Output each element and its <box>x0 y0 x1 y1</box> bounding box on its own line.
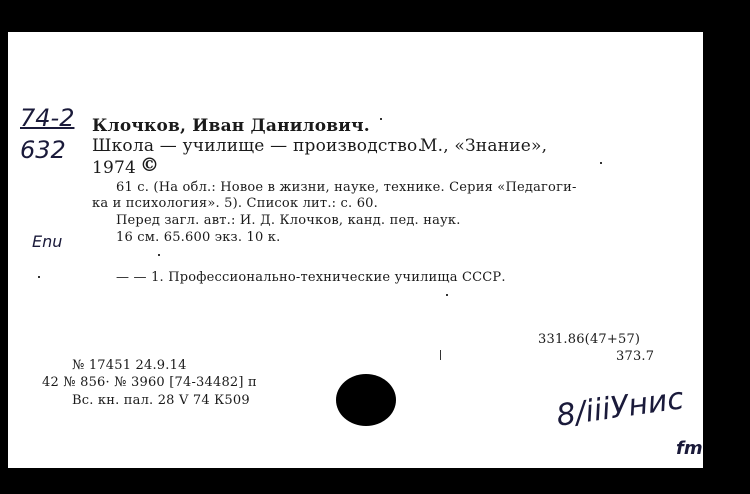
description-line-2: ка и психология». 5). Список лит.: с. 60. <box>92 196 378 211</box>
classification-line-2: 373.7 <box>616 349 655 364</box>
accession-line-2: 42 № 856· № 3960 [74-34482] п <box>42 375 257 390</box>
speck <box>600 162 602 164</box>
catalog-card <box>8 32 703 468</box>
handwritten-note-bottom: 8/iiiУнис <box>554 381 686 434</box>
accession-line-3: Вс. кн. пал. 28 V 74 К509 <box>72 393 250 408</box>
classification-line-1: 331.86(47+57) <box>538 332 641 347</box>
speck <box>158 254 160 256</box>
accession-line-1: № 17451 24.9.14 <box>72 358 187 373</box>
punch-hole <box>336 374 396 426</box>
publication-year: 1974 <box>92 158 137 178</box>
shelfmark-line-1: 74-2 <box>20 104 75 132</box>
description-line-4: 16 см. 65.600 экз. 10 к. <box>116 230 281 245</box>
speck <box>446 294 448 296</box>
speck <box>380 118 382 120</box>
speck <box>38 276 40 278</box>
subject-heading: — — 1. Профессионально-технические училища СССР. <box>116 270 506 285</box>
description-line-1: 61 с. (На обл.: Новое в жизни, науке, технике. Серия «Педагоги- <box>116 180 577 195</box>
handwritten-note-corner: fm <box>676 438 703 459</box>
copyright-symbol: © <box>140 154 160 176</box>
publisher: М., «Знание», <box>420 136 548 156</box>
book-title: Школа — училище — производство. <box>92 136 424 156</box>
handwritten-note-left: Enu <box>32 232 63 251</box>
ink-mark <box>440 350 441 360</box>
shelfmark-line-2: 632 <box>20 136 66 164</box>
description-line-3: Перед загл. авт.: И. Д. Клочков, канд. пед. наук. <box>116 213 461 228</box>
author-heading: Клочков, Иван Данилович. <box>92 116 370 136</box>
